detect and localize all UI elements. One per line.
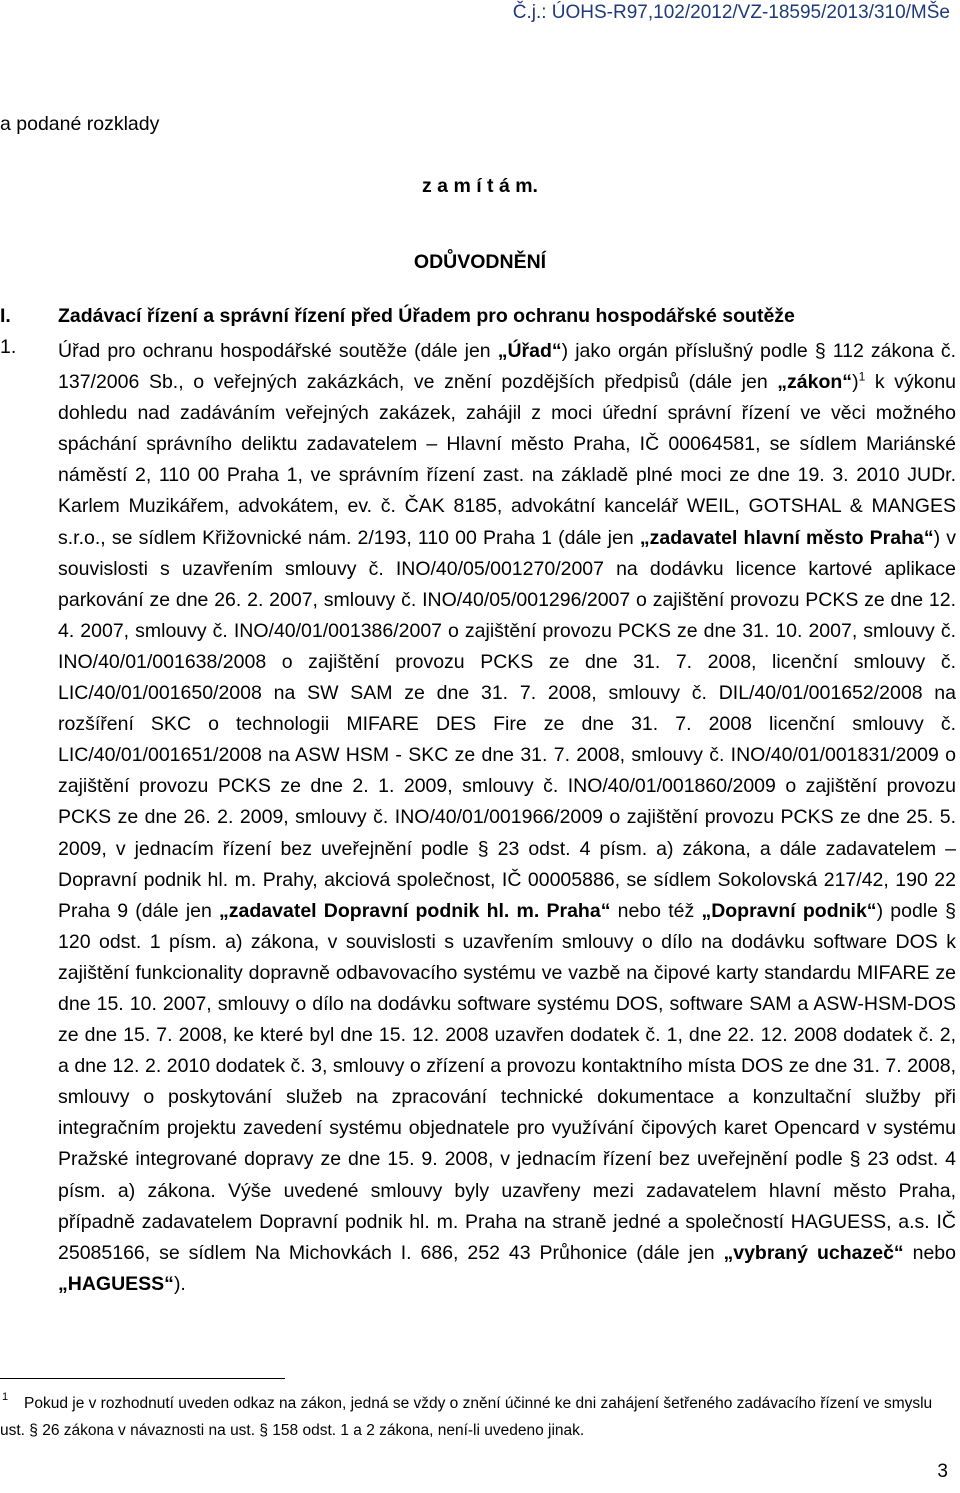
- text-segment: ): [852, 371, 859, 394]
- text-segment: ).: [173, 1272, 186, 1295]
- section-number: I.: [0, 305, 11, 327]
- text-segment: nebo též: [610, 899, 702, 922]
- footnote-reference[interactable]: 1: [858, 369, 866, 384]
- defined-term: „zákon“: [777, 371, 853, 394]
- defined-term: „HAGUESS“: [58, 1272, 174, 1295]
- reasoning-heading: ODŮVODNĚNÍ: [413, 251, 547, 273]
- text-segment: nebo: [903, 1241, 956, 1264]
- text-segment: ) podle § 120 odst. 1 písm. a) zákona, v souvislosti s uzavřením smlouvy o dílo na dodávku software DOS k zajištění funkcionality dopravně odbavovacího systému ve vazbě na čipové karty standardu MIFARE ze dne 15. 10. 2007, smlouvy o dílo na dodávku software systému DOS, software SAM a ASW-HSM-DOS ze dne 15. 7. 2008, ke které byl dne 15. 12. 2008 uzavřen dodatek č. 1, dne 22. 12. 2008 dodatek č. 2, a dne 12. 2. 2010 dodatek č. 3, smlouvy o zřízení a provozu kontaktního místa DOS ze dne 31. 7. 2008, smlouvy o poskytování služeb na zpracování technické dokumentace a konzultační služby při integračním projektu zavedení systému objednatele pro využívání čipových karet Opencard v systému Pražské integrované dopravy ze dne 15. 9. 2008, v jednacím řízení bez uveřejnění podle § 23 odst. 4 písm. a) zákona. Výše uvedené smlouvy byly uzavřeny mezi zadavatelem hlavní město Praha, případně zadavatelem Dopravní podnik hl. m. Praha na straně jedné a společností HAGUESS, a.s. IČ 25085166, se sídlem Na Michovkách I. 686, 252 43 Průhonice (dále jen: [58, 899, 957, 1264]
- text-segment: k výkonu dohledu nad zadáváním veřejných zakázek, zahájil z moci úřední správní řízení ve věci možného spáchání správního deliktu zadavatelem – Hlavní město Praha, IČ 00064581, se sídlem Mariánské náměstí 2, 110 00 Praha 1, ve správním řízení zast. na základě plné moci ze dne 19. 3. 2010 JUDr. Karlem Muzikářem, advokátem, ev. č. ČAK 8185, advokátní kancelář WEIL, GOTSHAL & MANGES s.r.o., se sídlem Křižovnické nám. 2/193, 110 00 Praha 1 (dále jen: [58, 371, 957, 549]
- verdict: z a m í t á m.: [422, 175, 538, 197]
- defined-term: „Dopravní podnik“: [701, 899, 877, 922]
- case-reference: Č.j.: ÚOHS-R97,102/2012/VZ-18595/2013/310/MŠe: [512, 2, 950, 23]
- paragraph-number: 1.: [0, 336, 17, 358]
- footnote: [0, 1390, 956, 1444]
- defined-term: „zadavatel Dopravní podnik hl. m. Praha“: [219, 899, 611, 922]
- intro-text: a podané rozklady: [0, 113, 160, 135]
- footnote-divider: [0, 1378, 285, 1379]
- text-segment: Úřad pro ochranu hospodářské soutěže (dále jen: [58, 340, 498, 362]
- defined-term: „vybraný uchazeč“: [723, 1241, 904, 1264]
- paragraph-1: [58, 336, 956, 1300]
- text-segment: ) jako orgán příslušný podle § 112 zákona č. 137/2006 Sb., o veřejných zakázkách, ve znění pozdějších předpisů (dále jen: [58, 340, 957, 394]
- footnote-text: Pokud je v rozhodnutí uveden odkaz na zákon, jedná se vždy o znění účinné ke dni zahájení šetřeného zadávacího řízení ve smyslu ust. § 26 zákona v návaznosti na ust. § 158 odst. 1 a 2 zákona, není-li uvedeno jinak.: [0, 1395, 933, 1439]
- defined-term: „zadavatel hlavní město Praha“: [639, 526, 934, 549]
- section-title: Zadávací řízení a správní řízení před Úřadem pro ochranu hospodářské soutěže: [58, 305, 795, 327]
- footnote-marker: 1: [2, 1391, 9, 1403]
- defined-term: „Úřad“: [497, 340, 562, 362]
- page-number: 3: [937, 1461, 948, 1482]
- text-segment: ) v souvislosti s uzavřením smlouvy č. INO/40/05/001270/2007 na dodávku licence kartové aplikace parkování ze dne 26. 2. 2007, smlouvy č. INO/40/05/001296/2007 o zajištění provozu PCKS ze dne 12. 4. 2007, smlouvy č. INO/40/01/001386/2007 o zajištění provozu PCKS ze dne 31. 10. 2007, smlouvy č. INO/40/01/001638/2008 o zajištění provozu PCKS ze dne 31. 7. 2008, licenční smlouvy č. LIC/40/01/001650/2008 na SW SAM ze dne 31. 7. 2008, smlouvy č. DIL/40/01/001652/2008 na rozšíření SKC o technologii MIFARE DES Fire ze dne 31. 7. 2008 licenční smlouvy č. LIC/40/01/001651/2008 na ASW HSM - SKC ze dne 31. 7. 2008, smlouvy č. INO/40/01/001831/2009 o zajištění provozu PCKS ze dne 2. 1. 2009, smlouvy č. INO/40/01/001860/2009 o zajištění provozu PCKS ze dne 26. 2. 2009, smlouvy č. INO/40/01/001966/2009 o zajištění provozu PCKS ze dne 25. 5. 2009, v jednacím řízení bez uveřejnění podle § 23 odst. 4 písm. a) zákona, a dále zadavatelem – Dopravní podnik hl. m. Prahy, akciová společnost, IČ 00005886, se sídlem Sokolovská 217/42, 190 22 Praha 9 (dále jen: [58, 526, 956, 922]
